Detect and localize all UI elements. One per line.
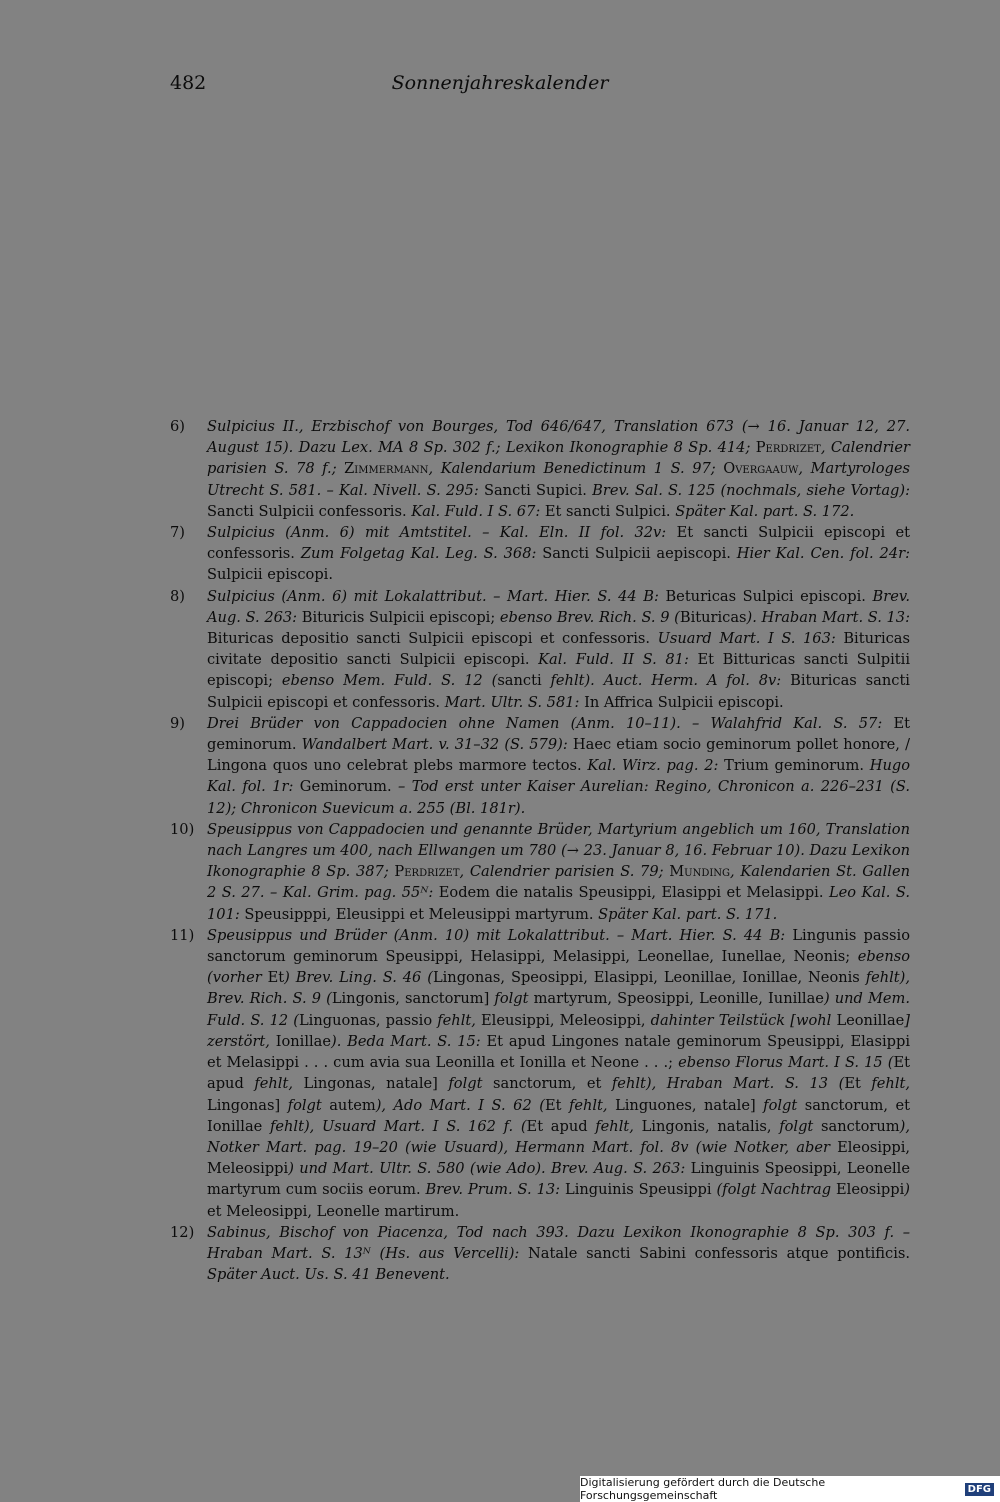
footnote-segment: Ionillae	[275, 1032, 332, 1050]
footnote-segment: Kal. Wirz. pag. 2:	[587, 757, 725, 775]
footnote-segment: , Calendrier parisien S. 79;	[459, 863, 670, 881]
footnote-segment: fehlt), Brev. Rich. S. 9 (	[207, 969, 910, 1008]
footnote-segment: Wandalbert Mart. v. 31–32 (S. 579):	[301, 736, 573, 754]
footnote-segment: Usuard Mart. I S. 163:	[657, 630, 844, 648]
footnote-segment: Sulpicius (Anm. 6) mit Lokalattribut. – Mart. Hier. S. 44 B:	[207, 587, 666, 605]
footnote-text	[207, 713, 910, 819]
author-name: Overgaauw	[723, 460, 799, 478]
footnote-segment: Leo Kal. S. 101:	[207, 884, 910, 923]
footnote-segment: sanctorum	[821, 1117, 900, 1135]
funding-footer	[580, 1476, 1000, 1502]
footnote-segment: Lingonis, natalis,	[641, 1117, 780, 1135]
footnote-segment: Et	[544, 1096, 569, 1114]
footnote-segment: Sabinus, Bischof von Piacenza, Tod nach 393. Dazu Lexikon Ikonographie 8 Sp. 303 f. – Hraban Mart. S. 13ᴺ (Hs. aus Vercelli):	[207, 1223, 910, 1262]
footnote-segment: Mart. Ultr. S. 581:	[444, 693, 585, 711]
footnote-segment: ), Ado Mart. I S. 62 (	[375, 1096, 545, 1114]
footnote-segment: Lingonis, sanctorum]	[331, 990, 495, 1008]
footnote-number: 7)	[170, 524, 185, 542]
footnote-segment: Et geminorum.	[207, 714, 910, 754]
footnote-text	[207, 1222, 910, 1286]
footnote-segment: Eleosippi	[836, 1181, 905, 1199]
footnote-segment: fehlt,	[871, 1075, 910, 1093]
footnote-segment: Später Auct. Us. S. 41 Benevent.	[207, 1266, 450, 1284]
footnote-segment: et Meleosippi, Leonelle martirum.	[207, 1202, 460, 1220]
footnote-segment: ebenso (vorher	[207, 948, 910, 987]
footnote-segment: Kal. Fuld. II S. 81:	[538, 651, 698, 669]
footnote-segment: fehlt), Usuard Mart. I S. 162 f. (	[270, 1117, 527, 1135]
footnote-segment: Natale sancti Sabini confessoris atque pontificis.	[528, 1244, 910, 1262]
footnote-segment: Trium geminorum.	[724, 757, 870, 775]
footnote-segment: sanctorum, et Ionillae	[207, 1096, 910, 1135]
footnote-segment: Sulpicii episcopi.	[207, 566, 333, 584]
footnote	[170, 713, 910, 819]
footnote-segment: ebenso Florus Mart. I S. 15 (	[678, 1054, 894, 1072]
footnote-segment: Drei Brüder von Cappadocien ohne Namen (Anm. 10–11). – Walahfrid Kal. S. 57:	[207, 714, 894, 732]
footnote-segment: , Kalendarium Benedictinum 1 S. 97;	[428, 460, 724, 478]
footnote-segment: Lingonas]	[207, 1096, 288, 1114]
footnote-segment: Lingonas, Speosippi, Elasippi, Leonillae, Ionillae, Neonis	[432, 969, 866, 987]
footnote-segment: Geminorum.	[299, 778, 399, 796]
footnote-segment: (folgt Nachtrag	[716, 1181, 837, 1199]
footnote-segment: Bituricas sancti Sulpicii episcopi et confessoris.	[207, 672, 910, 711]
footnote-segment: In Affrica Sulpicii episcopi.	[584, 693, 784, 711]
footnote-segment: fehlt,	[254, 1075, 304, 1093]
footnotes-list	[170, 416, 910, 1285]
footnote-segment: Et apud Lingones natale geminorum Speusippi, Elasippi et Melasippi . . . cum avia sua Leonilla et Ionilla et Neone . . .;	[207, 1032, 910, 1072]
footnote-segment: , Kalendarien St. Gallen 2 S. 27. – Kal. Grim. pag. 55ᴺ:	[207, 863, 910, 902]
footnote-number: 8)	[170, 587, 185, 605]
dfg-logo: DFG	[965, 1483, 994, 1496]
footnote-segment: Linguonas, passio	[298, 1011, 438, 1029]
footnote-segment: Haec etiam socio geminorum pollet honore, / Lingona quos uno celebrat plebs marmore tectos.	[207, 736, 910, 775]
footnote-number: 11)	[170, 926, 195, 944]
footnote-segment: folgt	[779, 1117, 821, 1135]
footnote-segment: folgt	[287, 1096, 330, 1114]
funding-label: Digitalisierung gefördert durch die Deutsche Forschungsgemeinschaft	[580, 1476, 826, 1502]
footnote-segment: )	[904, 1181, 910, 1199]
footnote-segment: Speusippus und Brüder (Anm. 10) mit Lokalattribut. – Mart. Hier. S. 44 B:	[207, 926, 793, 944]
footnote-segment: ). Hraban Mart. S. 13:	[746, 608, 910, 626]
footnote-number: 6)	[170, 418, 185, 435]
footnote-segment: autem	[329, 1096, 376, 1114]
footnote-segment: Bituricis Sulpicii episcopi;	[301, 608, 500, 626]
footnote-segment: ) Brev. Ling. S. 46 (	[284, 969, 433, 987]
footnote-segment: martyrum, Speosippi, Leonille, Iunillae	[533, 990, 824, 1008]
footnote-segment: fehlt,	[437, 1011, 482, 1029]
footnote-segment: Sancti Supici.	[483, 481, 593, 499]
running-title: Sonnenjahreskalender	[391, 72, 609, 94]
footnote-segment: Sancti Sulpicii aepiscopi.	[542, 545, 737, 563]
footnote-segment: ), Notker Mart. pag. 19–20 (wie Usuard), Hermann Mart. fol. 8v (wie Notker, aber	[207, 1117, 910, 1156]
footnote-segment: sancti	[497, 672, 551, 690]
footnote	[170, 416, 910, 522]
footnote-segment: , Martyrologes Utrecht S. 581. – Kal. Nivell. S. 295:	[207, 460, 910, 499]
footnote	[170, 586, 910, 713]
footnote-segment: Hier Kal. Cen. fol. 24r:	[736, 545, 911, 563]
footnote-segment: Speusippus von Cappadocien und genannte Brüder, Martyrium angeblich um 160, Translation nach Langres um 400, nach Ellwangen um 780 (→ 23. Januar 8, 16. Februar 10). Dazu Lexikon Ikonographie 8 Sp. 387;	[207, 820, 910, 881]
footnote-segment: Et Bitturicas sancti Sulpitii episcopi;	[207, 651, 911, 690]
footnote-number: 12)	[170, 1223, 195, 1241]
footnote-segment: fehlt,	[595, 1117, 642, 1135]
footnote-segment: Speusipppi, Eleusippi et Meleusippi martyrum.	[244, 905, 599, 923]
footnote	[170, 819, 910, 925]
footnote-segment: Bituricas depositio sancti Sulpicii episcopi et confessoris.	[207, 630, 658, 648]
footnote-segment: ebenso Brev. Rich. S. 9 (	[499, 608, 680, 626]
footnote-segment: Zum Folgetag Kal. Leg. S. 368:	[300, 545, 543, 563]
footnote-segment: ) und Mem. Fuld. S. 12 (	[207, 990, 911, 1029]
footnote-segment: Lingonas, natale]	[303, 1075, 449, 1093]
footnote-segment: – Tod erst unter Kaiser Aurelian: Regino, Chronicon a. 226–231 (S. 12); Chronicon Suevicum a. 255 (Bl. 181r).	[207, 778, 910, 817]
footnote-text	[207, 925, 910, 1222]
footnote-segment: fehlt). Auct. Herm. A fol. 8v:	[550, 672, 791, 690]
footnote-segment: Kal. Fuld. I S. 67:	[411, 502, 545, 520]
footnote-segment: ) und Mart. Ultr. S. 580 (wie Ado). Brev. Aug. S. 263:	[288, 1160, 691, 1178]
footnote-segment: Leonillae	[836, 1011, 905, 1029]
footnote-segment: ebenso Mem. Fuld. S. 12 (	[281, 672, 498, 690]
footnote-segment: Et apud	[207, 1054, 910, 1093]
footnote-segment: folgt	[763, 1096, 805, 1114]
footnote-segment: Linguinis Speosippi, Leonelle martyrum cum sociis eorum.	[207, 1160, 910, 1199]
author-name: Zimmermann	[344, 460, 429, 478]
footnote-segment: Bituricas civitate depositio sancti Sulpicii episcopi.	[207, 630, 910, 669]
footnote-segment: sanctorum, et	[493, 1075, 612, 1093]
footnote	[170, 1222, 910, 1286]
footnote-segment: Et	[844, 1075, 872, 1093]
footnote-segment: Lingunis passio sanctorum geminorum Speusippi, Helasippi, Melasippi, Leonellae, Iunellae, Neonis;	[207, 926, 910, 966]
footnote-text	[207, 416, 910, 522]
footnote-segment: dahinter Teilstück [wohl	[650, 1011, 837, 1029]
footnote-segment: Sulpicius II., Erzbischof von Bourges, Tod 646/647, Translation 673 (→ 16. Januar 12, 27. August 15). Dazu Lex. MA 8 Sp. 302 f.; Lexikon Ikonographie 8 Sp. 414;	[207, 418, 910, 457]
footnote-segment: Brev. Prum. S. 13:	[425, 1181, 565, 1199]
footnote-segment: Eleosippi, Meleosippi	[207, 1138, 910, 1178]
footnote-segment: Linguones, natale]	[615, 1096, 764, 1114]
author-name: Perdrizet	[755, 439, 821, 457]
footnote-segment: Eodem die natalis Speusippi, Elasippi et Melasippi.	[438, 884, 829, 902]
footnote-segment: Sancti Sulpicii confessoris.	[207, 502, 412, 520]
footnote-text	[207, 819, 910, 925]
footnote-segment: Sulpicius (Anm. 6) mit Amtstitel. – Kal. Eln. II fol. 32v:	[207, 524, 677, 542]
footnote	[170, 925, 910, 1222]
footnote-segment: Bituricas	[679, 608, 747, 626]
author-name: Perdrizet	[394, 863, 460, 881]
footnote-segment: Beturicas Sulpici episcopi.	[665, 587, 873, 605]
footnote-segment: Et sancti Sulpicii episcopi et confessoris.	[207, 524, 910, 563]
footnote	[170, 522, 910, 586]
footnote-segment: Et sancti Sulpici.	[544, 502, 676, 520]
footnote-segment: fehlt), Hraban Mart. S. 13 (	[611, 1075, 845, 1093]
footnote-segment: Et	[267, 969, 285, 987]
footnote-segment: ] zerstört,	[207, 1011, 910, 1050]
footnote-segment: fehlt,	[568, 1096, 616, 1114]
footnote-segment: Et apud	[526, 1117, 596, 1135]
footnote-segment: Brev. Sal. S. 125 (nochmals, siehe Vortag):	[592, 481, 911, 499]
footnote-segment: Linguinis Speusippi	[565, 1181, 717, 1199]
footnote-segment: , Calendrier parisien S. 78 f.;	[207, 439, 910, 478]
footnote-segment: folgt	[448, 1075, 494, 1093]
footnote-text	[207, 522, 910, 586]
footnote-number: 9)	[170, 714, 185, 732]
footnote-segment: Eleusippi, Meleosippi,	[481, 1011, 651, 1029]
footnote-segment: Später Kal. part. S. 172.	[675, 502, 855, 520]
footnote-text	[207, 586, 910, 713]
footnote-segment: folgt	[494, 990, 534, 1008]
footnote-segment: ). Beda Mart. S. 15:	[331, 1032, 487, 1050]
author-name: Munding	[669, 863, 731, 881]
footnote-segment: Brev. Aug. S. 263:	[207, 587, 910, 626]
footnote-number: 10)	[170, 820, 195, 838]
footnote-segment: Später Kal. part. S. 171.	[598, 905, 778, 923]
page-number: 482	[170, 72, 207, 94]
footnote-segment: Hugo Kal. fol. 1r:	[207, 757, 910, 796]
